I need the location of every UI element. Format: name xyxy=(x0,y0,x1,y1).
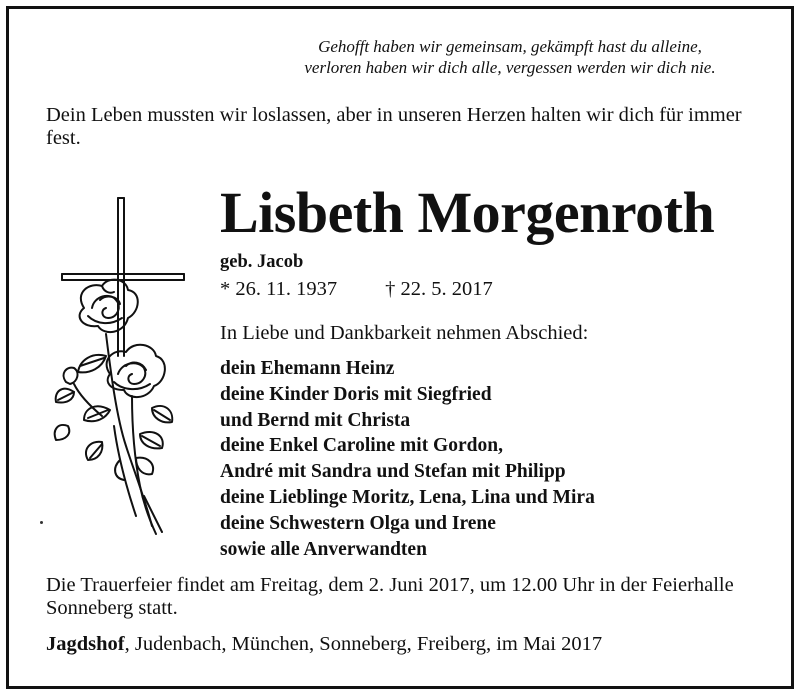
motto-line: verloren haben wir dich alle, vergessen werden wir dich nie. xyxy=(304,58,716,77)
deceased-name: Lisbeth Morgenroth xyxy=(220,180,715,245)
mourner-line: dein Ehemann Heinz xyxy=(220,358,395,379)
places-line xyxy=(46,631,602,657)
intro-text: Dein Leben mussten wir loslassen, aber in unseren Herzen halten wir dich für immer fest. xyxy=(46,104,742,149)
mourner-line: sowie alle Anverwandten xyxy=(220,538,427,560)
mourner-line: und Bernd mit Christa xyxy=(220,409,411,431)
farewell-intro: In Liebe und Dankbarkeit nehmen Abschied: xyxy=(220,322,589,344)
motto-line: Gehofft haben wir gemeinsam, gekämpft hast du alleine, xyxy=(318,37,702,56)
mourner-line: deine Kinder Doris mit Siegfried xyxy=(220,383,492,405)
speck-mark xyxy=(40,521,43,524)
mourner-line: deine Enkel Caroline mit Gordon, xyxy=(220,435,503,457)
life-dates xyxy=(220,276,493,302)
mourners-list xyxy=(220,356,595,562)
primary-place: Jagdshof xyxy=(46,633,125,655)
other-places: , Judenbach, München, Sonneberg, Freiberg, im Mai 2017 xyxy=(124,633,603,655)
birth-date: * 26. 11. 1937 xyxy=(220,278,338,300)
mourner-line: André mit Sandra und Stefan mit Philipp xyxy=(220,461,566,483)
cross-with-roses-icon xyxy=(44,196,194,551)
birth-name: geb. Jacob xyxy=(220,252,304,272)
motto-verse xyxy=(260,36,760,78)
mourner-line: deine Schwestern Olga und Irene xyxy=(220,512,496,534)
mourner-line: deine Lieblinge Moritz, Lena, Lina und Mira xyxy=(220,486,595,508)
death-date: † 22. 5. 2017 xyxy=(385,278,493,300)
cross-with-roses-icon xyxy=(44,196,194,546)
funeral-notice: Die Trauerfeier findet am Freitag, dem 2. Juni 2017, um 12.00 Uhr in der Feierhalle Sonneberg statt. xyxy=(46,574,734,619)
